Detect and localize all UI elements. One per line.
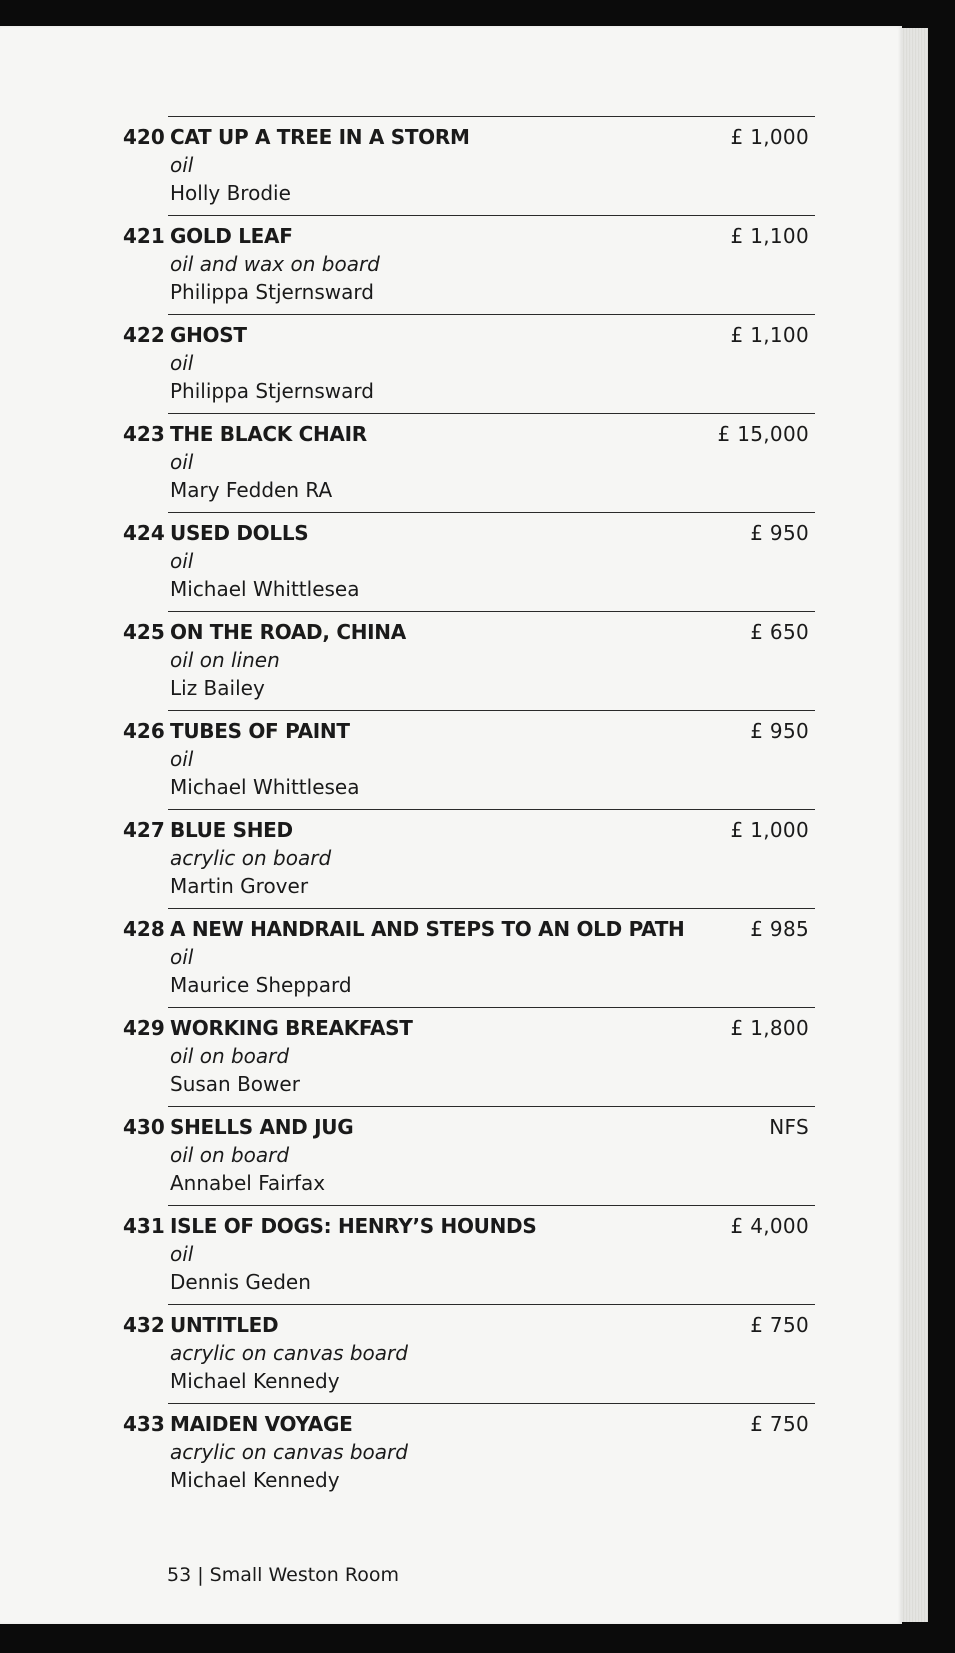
entry-artist: Martin Grover bbox=[170, 874, 309, 898]
entry-price: £ 1,100 bbox=[730, 224, 809, 248]
entry-title: THE BLACK CHAIR bbox=[170, 422, 367, 446]
entry-price: £ 1,000 bbox=[730, 125, 809, 149]
catalogue-entry bbox=[123, 908, 815, 1008]
entry-medium: oil on board bbox=[170, 1044, 290, 1068]
entry-number: 430 bbox=[123, 1115, 165, 1139]
entry-number: 431 bbox=[123, 1214, 165, 1238]
entry-number: 424 bbox=[123, 521, 165, 545]
entry-artist: Philippa Stjernsward bbox=[170, 379, 374, 403]
entry-artist: Holly Brodie bbox=[170, 181, 291, 205]
entry-medium: acrylic on canvas board bbox=[170, 1341, 408, 1365]
entry-medium: oil and wax on board bbox=[170, 252, 380, 276]
entry-artist: Mary Fedden RA bbox=[170, 478, 333, 502]
entry-title: GHOST bbox=[170, 323, 247, 347]
entry-artist: Liz Bailey bbox=[170, 676, 265, 700]
entry-number: 425 bbox=[123, 620, 165, 644]
entry-number: 420 bbox=[123, 125, 165, 149]
catalogue-entry bbox=[123, 215, 815, 315]
entry-medium: oil bbox=[170, 351, 194, 375]
entry-title: GOLD LEAF bbox=[170, 224, 293, 248]
entry-medium: oil bbox=[170, 153, 194, 177]
entry-artist: Michael Whittlesea bbox=[170, 775, 360, 799]
entry-title: UNTITLED bbox=[170, 1313, 279, 1337]
page-footer: 53 | Small Weston Room bbox=[167, 1564, 399, 1586]
entry-number: 429 bbox=[123, 1016, 165, 1040]
catalogue-entry bbox=[123, 611, 815, 711]
catalogue-entry bbox=[123, 1007, 815, 1107]
entry-medium: oil bbox=[170, 1242, 194, 1266]
entry-artist: Susan Bower bbox=[170, 1072, 300, 1096]
catalogue-entry bbox=[123, 1403, 815, 1503]
entry-medium: oil on linen bbox=[170, 648, 280, 672]
entry-medium: oil bbox=[170, 747, 194, 771]
entry-price: £ 750 bbox=[750, 1313, 809, 1337]
entry-number: 428 bbox=[123, 917, 165, 941]
entry-number: 432 bbox=[123, 1313, 165, 1337]
catalogue-entry bbox=[123, 116, 815, 216]
entry-price: £ 950 bbox=[750, 719, 809, 743]
entry-artist: Michael Kennedy bbox=[170, 1468, 340, 1492]
entry-artist: Michael Whittlesea bbox=[170, 577, 360, 601]
catalogue-entry bbox=[123, 1304, 815, 1404]
entry-medium: oil bbox=[170, 945, 194, 969]
entry-title: USED DOLLS bbox=[170, 521, 309, 545]
catalogue-entry bbox=[123, 314, 815, 414]
entry-title: CAT UP A TREE IN A STORM bbox=[170, 125, 470, 149]
entry-number: 422 bbox=[123, 323, 165, 347]
entry-medium: acrylic on canvas board bbox=[170, 1440, 408, 1464]
entry-price: £ 1,000 bbox=[730, 818, 809, 842]
entry-title: ISLE OF DOGS: HENRY’S HOUNDS bbox=[170, 1214, 537, 1238]
entry-price: £ 750 bbox=[750, 1412, 809, 1436]
entry-price: NFS bbox=[769, 1115, 809, 1139]
entry-title: BLUE SHED bbox=[170, 818, 293, 842]
entry-medium: acrylic on board bbox=[170, 846, 332, 870]
entry-title: WORKING BREAKFAST bbox=[170, 1016, 413, 1040]
entry-price: £ 985 bbox=[750, 917, 809, 941]
entry-title: A NEW HANDRAIL AND STEPS TO AN OLD PATH bbox=[170, 917, 685, 941]
catalogue-entry bbox=[123, 1205, 815, 1305]
entry-price: £ 650 bbox=[750, 620, 809, 644]
entry-artist: Maurice Sheppard bbox=[170, 973, 352, 997]
entry-price: £ 1,100 bbox=[730, 323, 809, 347]
entry-number: 426 bbox=[123, 719, 165, 743]
entry-medium: oil bbox=[170, 549, 194, 573]
entry-medium: oil bbox=[170, 450, 194, 474]
entry-number: 427 bbox=[123, 818, 165, 842]
entry-price: £ 1,800 bbox=[730, 1016, 809, 1040]
entry-title: SHELLS AND JUG bbox=[170, 1115, 354, 1139]
entry-price: £ 4,000 bbox=[730, 1214, 809, 1238]
entry-price: £ 15,000 bbox=[717, 422, 809, 446]
catalogue-entry bbox=[123, 413, 815, 513]
entry-medium: oil on board bbox=[170, 1143, 290, 1167]
entry-artist: Philippa Stjernsward bbox=[170, 280, 374, 304]
catalogue-entry bbox=[123, 1106, 815, 1206]
catalogue-entry bbox=[123, 809, 815, 909]
entry-price: £ 950 bbox=[750, 521, 809, 545]
page-stack-edge bbox=[902, 28, 928, 1622]
entry-title: TUBES OF PAINT bbox=[170, 719, 350, 743]
entry-title: MAIDEN VOYAGE bbox=[170, 1412, 353, 1436]
entry-artist: Dennis Geden bbox=[170, 1270, 311, 1294]
catalogue-entry bbox=[123, 512, 815, 612]
catalogue-page bbox=[0, 26, 902, 1624]
entry-title: ON THE ROAD, CHINA bbox=[170, 620, 406, 644]
entry-artist: Annabel Fairfax bbox=[170, 1171, 326, 1195]
entry-number: 421 bbox=[123, 224, 165, 248]
entry-number: 423 bbox=[123, 422, 165, 446]
entry-artist: Michael Kennedy bbox=[170, 1369, 340, 1393]
entry-number: 433 bbox=[123, 1412, 165, 1436]
catalogue-entry bbox=[123, 710, 815, 810]
